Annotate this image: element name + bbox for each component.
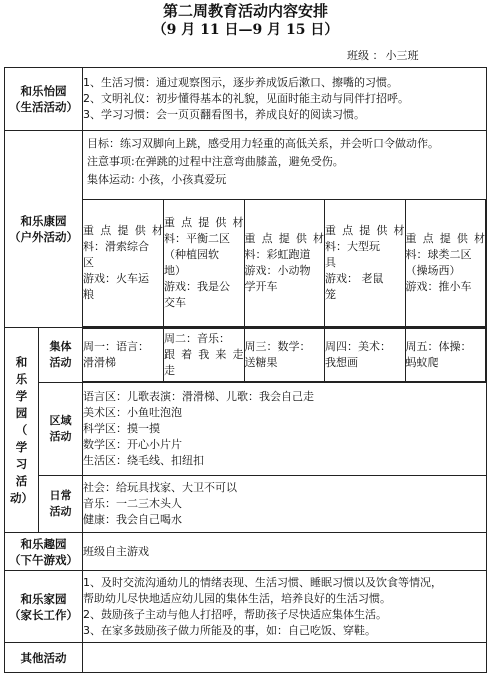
weekday-cell: 周五：体操： 蚂蚁爬 — [405, 329, 486, 382]
afternoon-row — [5, 533, 487, 571]
list-item: 2、文明礼仪：初步懂得基本的礼貌，见面时能主动与同伴打招呼。 — [83, 92, 409, 105]
living-content — [83, 68, 487, 131]
list-item: 美术区：小鱼吐泡泡 — [83, 406, 182, 419]
list-item: 音乐：一二三木头人 — [83, 497, 182, 510]
family-section-label: 和乐家园 （家长工作） — [5, 571, 83, 643]
class-label: 班级 ： — [347, 49, 384, 62]
list-item: 1、及时交流沟通幼儿的情绪表现、生活习惯、睡眠习惯以及饮食等情况， — [83, 575, 442, 589]
list-item: 帮助幼儿尽快地适应幼儿园的集体生活，培养良好的生活习惯。 — [83, 591, 391, 605]
outdoor-notice: 注意事项:在弹跳的过程中注意弯曲膝盖，避免受伤。 — [87, 155, 344, 168]
outdoor-materials — [83, 199, 486, 327]
family-row — [5, 571, 487, 643]
class-value: 小三班 — [385, 49, 419, 62]
list-item: 生活区：绕毛线、扣纽扣 — [83, 454, 204, 467]
date-range: （9 月 11 日—9 月 15 日） — [152, 22, 339, 38]
weekday-cell: 周一：语言： 滑滑梯 — [83, 329, 164, 382]
schedule-table — [4, 67, 487, 673]
family-content — [83, 571, 487, 643]
daily-activity-row — [5, 476, 487, 533]
weekday-cell: 周四：美术： 我想画 — [325, 329, 406, 382]
list-item: 语言区：儿歌表演：滑滑梯、儿歌：我会自己走 — [83, 390, 314, 403]
living-row — [5, 68, 487, 131]
other-content — [83, 643, 487, 673]
list-item: 社会：给玩具找家、大卫不可以 — [83, 481, 237, 494]
daily-activity-label: 日常 活动 — [39, 476, 83, 533]
list-item: 数学区：开心小片片 — [83, 438, 182, 451]
page-title: 第二周教育活动内容安排 — [162, 2, 328, 20]
other-row — [5, 643, 487, 673]
daily-activity-content — [83, 476, 487, 533]
group-activity-content — [83, 328, 487, 383]
outdoor-group: 集体运动: 小孩，小孩真爱玩 — [87, 173, 227, 186]
group-activity-row — [5, 328, 487, 383]
outdoor-content — [83, 131, 487, 328]
weekly-activities — [83, 328, 486, 382]
weekday-cell: 周三：数学： 送糖果 — [244, 329, 325, 382]
material-cell: 重点提供材 料：大型玩 具 游戏： 老鼠 笼 — [325, 200, 406, 327]
material-cell: 重点提供材 料：球类二区 （操场西） 游戏：推小车 — [405, 200, 486, 327]
outdoor-row — [5, 131, 487, 328]
area-activity-row — [5, 383, 487, 476]
material-cell: 重点提供材 料：滑索综合 区 游戏：火车运 粮 — [83, 200, 164, 327]
afternoon-content: 班级自主游戏 — [83, 533, 487, 571]
list-item: 3、学习习惯：会一页页翻看图书，养成良好的阅读习惯。 — [83, 108, 365, 121]
outdoor-goal: 目标：练习双脚向上跳，感受用力轻重的高低关系，并会听口令做动作。 — [87, 137, 439, 150]
area-activity-label: 区域 活动 — [39, 383, 83, 476]
area-activity-content — [83, 383, 487, 476]
material-cell: 重点提供材 料：平衡二区 （种植园软 地） 游戏：我是公 交车 — [164, 200, 245, 327]
living-section-label: 和乐怡园 （生活活动） — [5, 68, 83, 131]
learning-section-label: 和 乐 学 园 （ 学 习 活 动） — [5, 328, 39, 533]
list-item: 2、鼓励孩子主动与他人打招呼，帮助孩子尽快适应集体生活。 — [83, 607, 387, 621]
other-section-label: 其他活动 — [5, 643, 83, 673]
list-item: 健康：我会自己喝水 — [83, 513, 182, 526]
afternoon-section-label: 和乐趣园 （下午游戏） — [5, 533, 83, 571]
outdoor-section-label: 和乐康园 （户外活动） — [5, 131, 83, 328]
list-item: 科学区：摸一摸 — [83, 422, 160, 435]
material-cell: 重点提供材 料：彩虹跑道 游戏：小动物 学开车 — [244, 200, 325, 327]
weekday-cell: 周二：音乐： 跟着我来走 走 — [164, 329, 245, 382]
list-item: 1、生活习惯：通过观察图示，逐步养成饭后漱口、擦嘴的习惯。 — [83, 76, 398, 89]
class-line — [345, 48, 419, 64]
list-item: 3、在家多鼓励孩子做力所能及的事，如：自己吃饭、穿鞋。 — [83, 623, 376, 637]
group-activity-label: 集体 活动 — [39, 328, 83, 383]
